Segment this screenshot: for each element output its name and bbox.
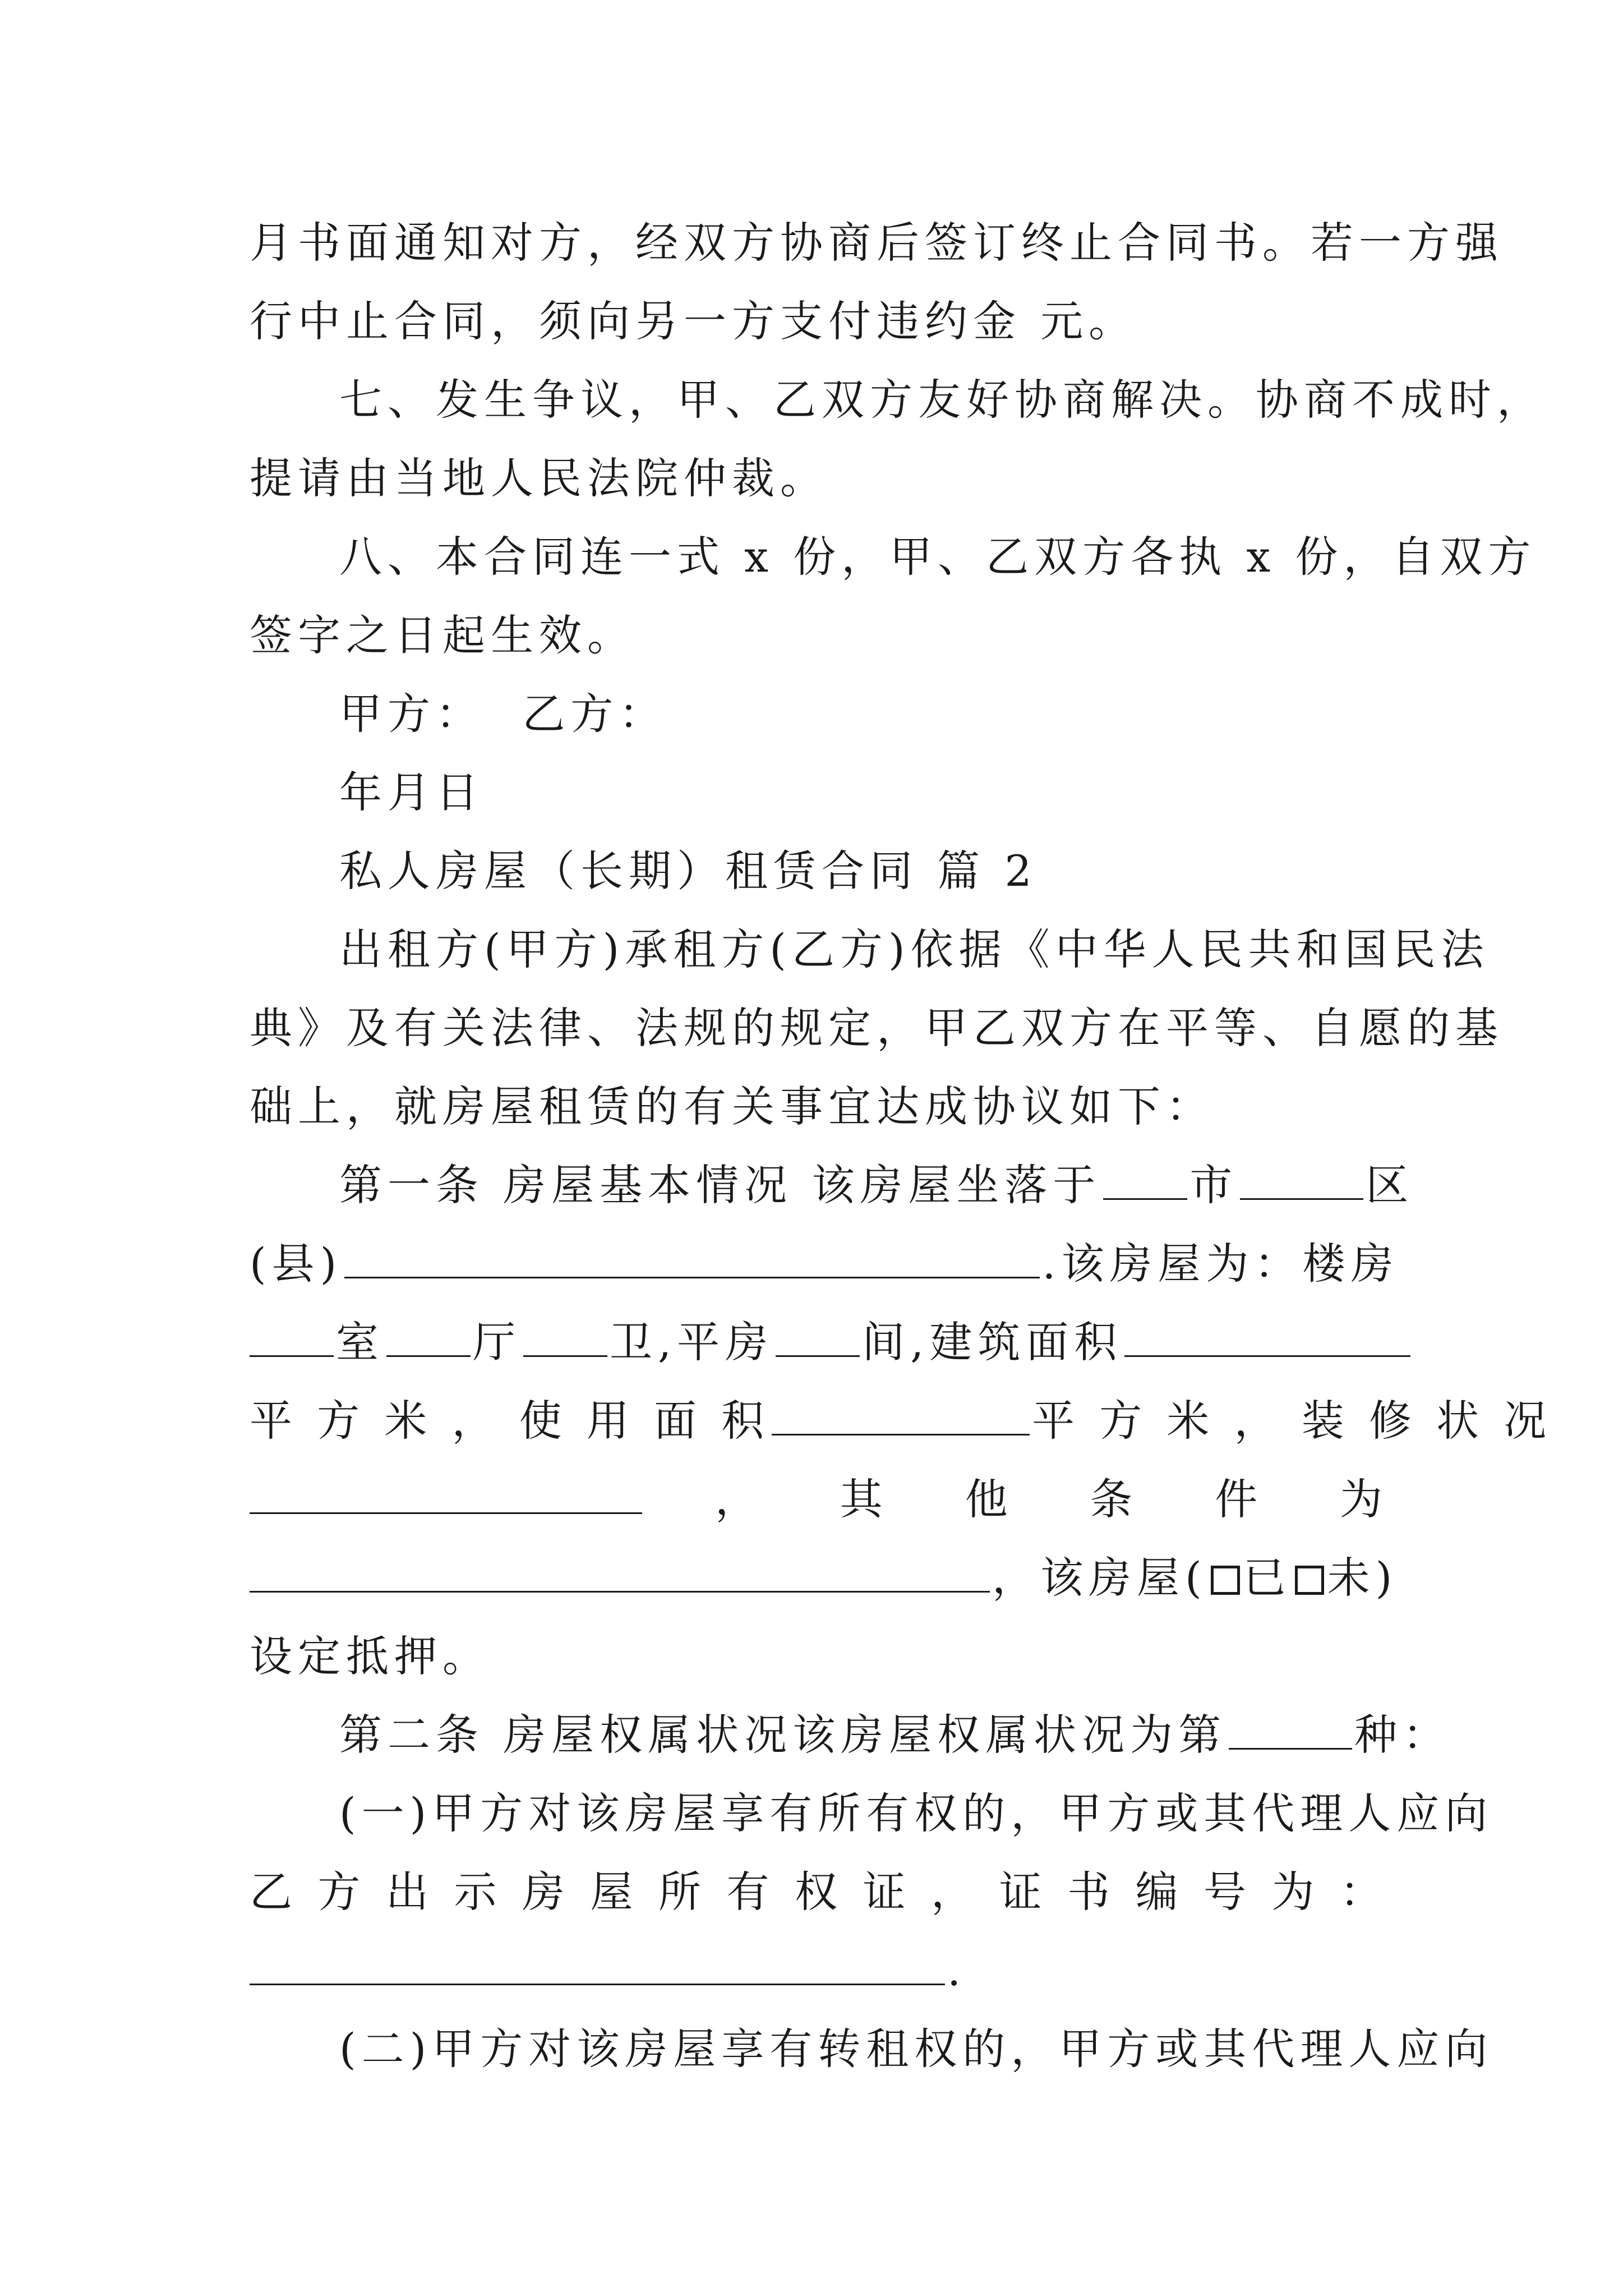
text-segment: 市: [1189, 1160, 1238, 1210]
text-char: 件: [1215, 1474, 1258, 1524]
spread-text-line: [250, 1861, 1382, 1923]
text-char: 所: [658, 1867, 701, 1917]
text-line: 设定抵押。: [250, 1631, 491, 1681]
text-char: 为: [1271, 1867, 1315, 1917]
text-char: 书: [1067, 1867, 1110, 1917]
text-line: 七、发生争议，甲、乙双方友好协商解决。协商不成时，: [339, 375, 1545, 425]
blank-field[interactable]: [772, 1395, 1030, 1435]
text-char: 方: [317, 1867, 361, 1917]
checkbox-mortgaged[interactable]: [1211, 1566, 1240, 1595]
text-char: 有: [726, 1867, 769, 1917]
blank-field[interactable]: [1240, 1159, 1363, 1200]
text-line: [250, 1940, 966, 2001]
text-line: 提请由当地人民法院仲裁。: [250, 453, 828, 503]
text-segment: 厅: [473, 1317, 521, 1367]
text-line: [250, 1469, 644, 1530]
text-segment: 未): [1327, 1553, 1398, 1603]
text-char: ，: [715, 1474, 758, 1524]
text-line: [250, 1312, 1413, 1373]
text-char: 房: [522, 1867, 565, 1917]
text-segment: 室: [336, 1317, 384, 1367]
blank-field[interactable]: [250, 1944, 945, 1985]
text-segment: 区: [1366, 1160, 1414, 1210]
text-char: 示: [454, 1867, 497, 1917]
text-line: 础上，就房屋租赁的有关事宜达成协议如下：: [250, 1082, 1214, 1131]
checkbox-not-mortgaged[interactable]: [1295, 1566, 1324, 1595]
text-line: [250, 1233, 1399, 1295]
text-char: 证: [863, 1867, 906, 1917]
article-1-line: [339, 1154, 1414, 1216]
text-segment: ，该房屋(: [992, 1553, 1207, 1603]
text-line: 月书面通知对方，经双方协商后签订终止合同书。若一方强: [250, 218, 1504, 268]
text-line: [250, 1390, 1552, 1452]
spread-text-line: [715, 1469, 1382, 1530]
text-char: 为: [1339, 1474, 1382, 1524]
text-segment: 平 方 米 ， 装 修 状 况: [1032, 1396, 1552, 1446]
blank-field[interactable]: [523, 1316, 607, 1357]
text-char: 乙: [250, 1867, 292, 1917]
blank-field[interactable]: [250, 1552, 990, 1593]
text-segment: 第二条 房屋权属状况该房屋权属状况为第: [339, 1710, 1227, 1760]
text-char: 权: [795, 1867, 837, 1917]
text-segment: 间,建筑面积: [862, 1317, 1123, 1367]
blank-field[interactable]: [776, 1316, 860, 1357]
blank-field[interactable]: [1229, 1709, 1352, 1750]
text-line: [250, 1547, 1398, 1609]
blank-field[interactable]: [386, 1316, 471, 1357]
text-char: ，: [931, 1867, 974, 1917]
section-title: 私人房屋（长期）租赁合同 篇 2: [339, 846, 1038, 896]
text-line: (二)甲方对该房屋享有转租权的，甲方或其代理人应向: [339, 2024, 1493, 2074]
text-line: 行中止合同，须向另一方支付违约金 元。: [250, 296, 1137, 346]
text-char: 号: [1204, 1867, 1246, 1917]
blank-field[interactable]: [1103, 1159, 1187, 1200]
article-2-line: [339, 1704, 1451, 1766]
text-char: 其: [840, 1474, 883, 1524]
party-signature-line: 甲方： 乙方：: [339, 689, 667, 739]
text-char: ：: [1340, 1867, 1382, 1917]
text-segment: .该房屋为：楼房: [1042, 1239, 1399, 1289]
text-char: 屋: [590, 1867, 633, 1917]
text-segment: 第一条 房屋基本情况 该房屋坐落于: [339, 1160, 1101, 1210]
text-char: 证: [999, 1867, 1042, 1917]
blank-field[interactable]: [1124, 1316, 1410, 1357]
blank-field[interactable]: [250, 1473, 642, 1514]
text-segment: (县): [250, 1239, 343, 1289]
blank-field[interactable]: [344, 1237, 1040, 1278]
text-char: 条: [1090, 1474, 1133, 1524]
text-line: 典》及有关法律、法规的规定，甲乙双方在平等、自愿的基: [250, 1003, 1504, 1053]
text-line: 签字之日起生效。: [250, 610, 635, 660]
text-segment: 已: [1243, 1553, 1292, 1603]
text-segment: 种：: [1354, 1710, 1451, 1760]
text-char: 出: [386, 1867, 428, 1917]
blank-field[interactable]: [250, 1316, 334, 1357]
date-line: 年月日: [339, 767, 484, 817]
text-char: 编: [1135, 1867, 1178, 1917]
text-line: 出租方(甲方)承租方(乙方)依据《中华人民共和国民法: [339, 924, 1490, 974]
text-segment: 卫,平房: [610, 1317, 774, 1367]
text-char: 他: [965, 1474, 1008, 1524]
text-line: (一)甲方对该房屋享有所有权的，甲方或其代理人应向: [339, 1788, 1493, 1838]
text-line: 八、本合同连一式 x 份，甲、乙双方各执 x 份，自双方: [339, 532, 1537, 582]
text-segment: 平 方 米 ， 使 用 面 积: [250, 1396, 770, 1446]
text-segment: .: [947, 1945, 967, 1995]
